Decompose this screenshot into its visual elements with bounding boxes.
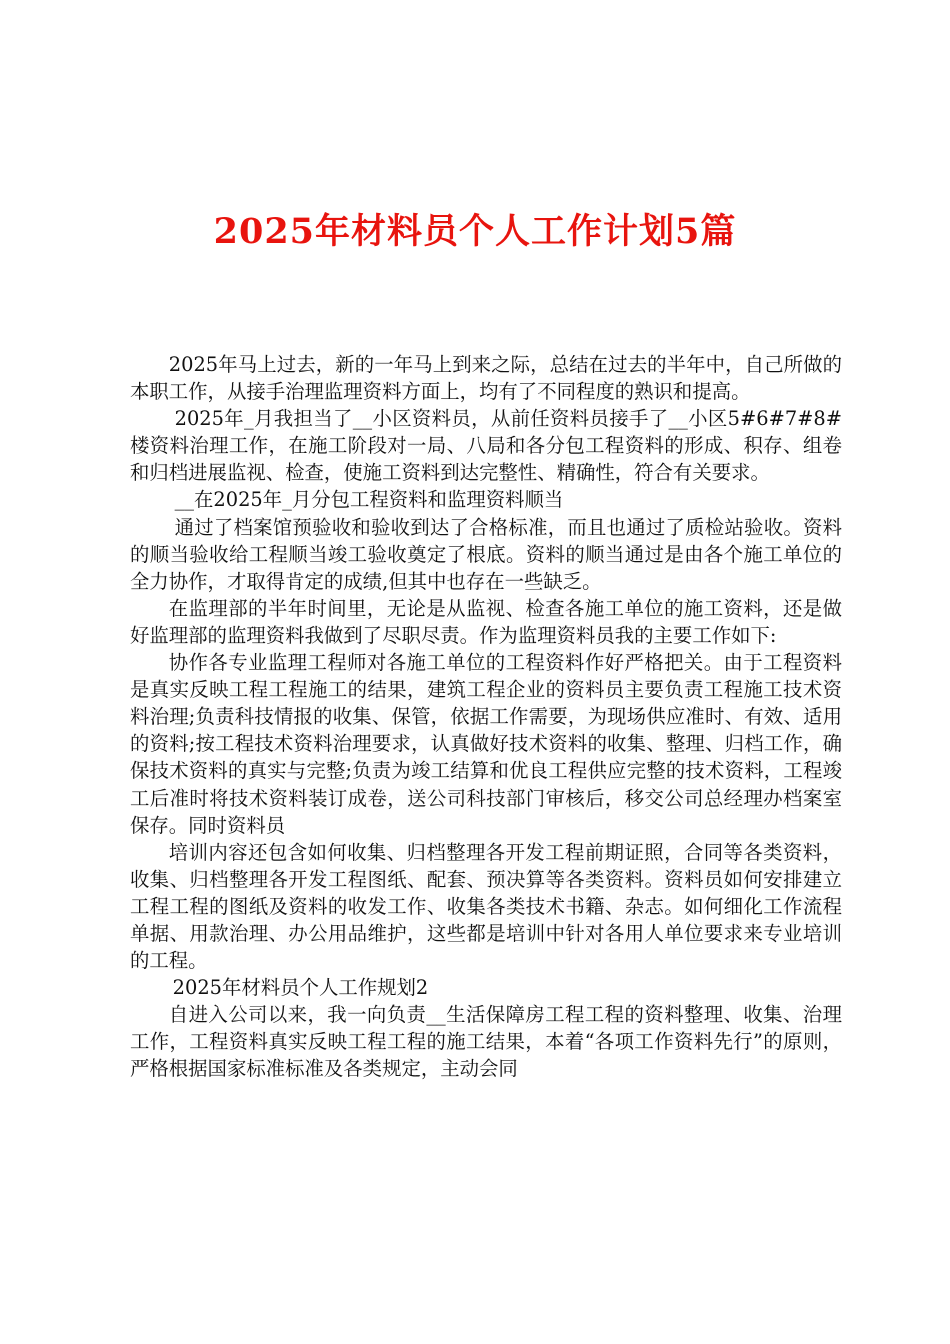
paragraph-assignment: 2025年_月我担当了__小区资料员，从前任资料员接手了__小区5#6#7#8#楼资料治理工作，在施工阶段对一局、八局和各分包工程资料的形成、积存、组卷和归档进展监视、检查，使施工资料到达完整性、精确性，符合有关要求。 bbox=[130, 407, 842, 485]
document-body bbox=[130, 351, 842, 1083]
paragraph-intro: 2025年马上过去，新的一年马上到来之际，总结在过去的半年中，自己所做的本职工作，从接手治理监理资料方面上，均有了不同程度的熟识和提高。 bbox=[130, 353, 842, 404]
document-title: 2025年材料员个人工作计划5篇 bbox=[213, 211, 737, 252]
paragraph-acceptance-lead: __在2025年_月分包工程资料和监理资料顺当 bbox=[174, 488, 564, 512]
paragraph-duties: 协作各专业监理工程师对各施工单位的工程资料作好严格把关。由于工程资料是真实反映工程工程施工的结果，建筑工程企业的资料员主要负责工程施工技术资料治理;负责科技情报的收集、保管，依据工作需要，为现场供应准时、有效、适用的资料;按工程技术资料治理要求，认真做好技术资料的收集、整理、归档工作，确保技术资料的真实与完整;负责为竣工结算和优良工程供应完整的技术资料，工程竣工后准时将技术资料装订成卷，送公司科技部门审核后，移交公司总经理办档案室保存。同时资料员 bbox=[130, 651, 842, 837]
paragraph-acceptance: 通过了档案馆预验收和验收到达了合格标准，而且也通过了质检站验收。资料的顺当验收给工程顺当竣工验收奠定了根底。资料的顺当通过是由各个施工单位的全力协作，才取得肯定的成绩,但其中也存在一些缺乏。 bbox=[130, 515, 842, 593]
paragraph-plan-2-intro: 自进入公司以来，我一向负责__生活保障房工程工程的资料整理、收集、治理工作，工程资料真实反映工程工程的施工结果，本着“各项工作资料先行”的原则，严格根据国家标准标准及各类规定，主动会同 bbox=[130, 1003, 842, 1081]
paragraph-training: 培训内容还包含如何收集、归档整理各开发工程前期证照，合同等各类资料，收集、归档整理各开发工程图纸、配套、预决算等各类资料。资料员如何安排建立工程工程的图纸及资料的收发工作、收集各类技术书籍、杂志。如何细化工作流程单据、用款治理、办公用品维护，这些都是培训中针对各用人单位要求来专业培训的工程。 bbox=[130, 840, 842, 973]
section-heading-plan-2: 2025年材料员个人工作规划2 bbox=[172, 976, 429, 1000]
paragraph-supervision: 在监理部的半年时间里，无论是从监视、检查各施工单位的施工资料，还是做好监理部的监理资料我做到了尽职尽责。作为监理资料员我的主要工作如下: bbox=[130, 596, 842, 647]
